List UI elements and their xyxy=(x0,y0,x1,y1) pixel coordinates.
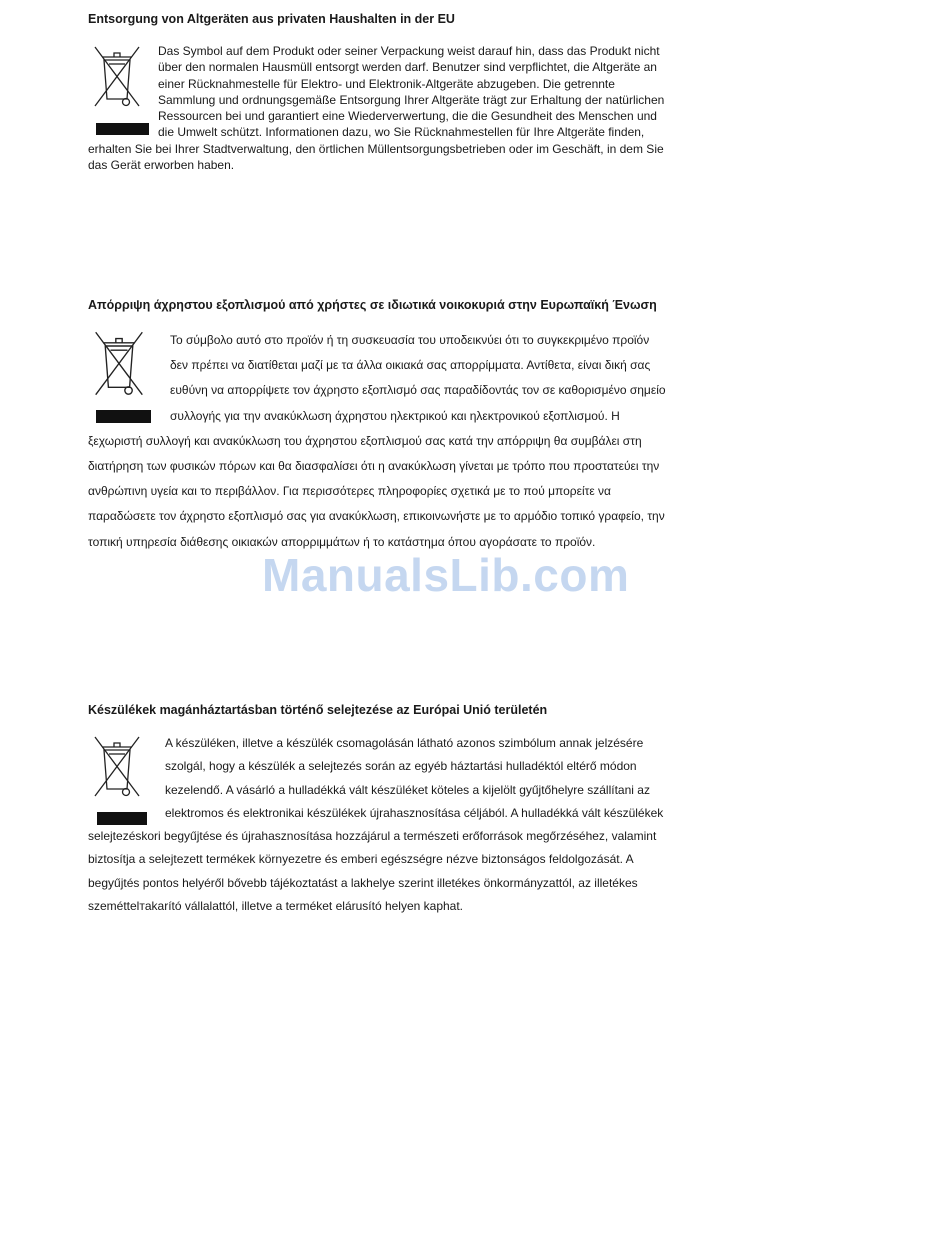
crossed-out-wheelie-bin-icon xyxy=(92,43,142,111)
section-body-german xyxy=(88,43,668,173)
section-body-greek xyxy=(88,328,668,555)
crossed-out-wheelie-bin-icon xyxy=(92,732,142,802)
section-body-hungarian xyxy=(88,732,668,918)
weee-symbol xyxy=(92,732,165,825)
weee-symbol-bar xyxy=(97,812,147,825)
section-hungarian xyxy=(88,702,668,918)
section-german xyxy=(88,10,668,173)
section-heading-greek: Απόρριψη άχρηστου εξοπλισμού από χρήστες σε ιδιωτικά νοικοκυριά στην Ευρωπαϊκή Ένωση xyxy=(88,298,657,312)
section-greek xyxy=(88,296,668,555)
weee-symbol xyxy=(92,328,170,423)
section-text-greek: Το σύμβολο αυτό στο προϊόν ή τη συσκευασία του υποδεικνύει ότι το συγκεκριμένο προϊόν δεν πρέπει να διατίθεται μαζί με τα άλλα οικιακά σας απορρίμματα. Αντίθετα, είναι δική σας ευθύνη να απορρίψετε τον άχρηστο εξοπλισμό σας παραδίδοντάς τον σε καθορισμένο σημείο συλλογής για την ανακύκλωση άχρηστου ηλεκτρικού και ηλεκτρονικού εξοπλισμού. Η ξεχωριστή συλλογή και ανακύκλωση του άχρηστου εξοπλισμού σας κατά την απόρριψη θα συμβάλει στη διατήρηση των φυσικών πόρων και θα διασφαλίσει ότι η ανακύκλωση γίνεται με τρόπο που προστατεύει την ανθρώπινη υγεία και το περιβάλλον. Για περισσότερες πληροφορίες σχετικά με το πού μπορείτε να παραδώσετε τον άχρηστο εξοπλισμό σας για ανακύκλωση, επικοινωνήστε με το αρμόδιο τοπικό γραφείο, την τοπική υπηρεσία διάθεσης οικιακών απορριμμάτων ή το κατάστημα όπου αγοράσατε το προϊόν. xyxy=(88,333,666,549)
section-heading-hungarian: Készülékek magánháztartásban történő selejtezése az Európai Unió területén xyxy=(88,703,548,717)
crossed-out-wheelie-bin-icon xyxy=(92,328,146,400)
section-heading-german: Entsorgung von Altgeräten aus privaten Haushalten in der EU xyxy=(88,12,455,26)
weee-symbol-bar xyxy=(96,410,151,423)
section-text-hungarian: A készüléken, illetve a készülék csomagolásán látható azonos szimbólum annak jelzésére szolgál, hogy a készülék a selejtezés során az egyéb háztartási hulladéktól eltérő módon kezelendő. A vásárló a hulladékká vált készüléket köteles a kijelölt gyűjtőhelyre szállítani az elektromos és elektronikai készülékek újrahasznosítása céljából. A hulladékká vált készülékek selejtezéskori begyűjtése és újrahasznosítása hozzájárul a természeti erőforrások megőrzéséhez, valamint biztosítja a selejtezett termékek környezetre és emberi egészségre nézve biztonságos feldolgozását. A begyűjtés pontos helyéről bővebb tájékoztatást a lakhelye szerint illetékes önkormányzattól, az illetékes szeméttelтakarító vállalattól, illetve a terméket elárusító helyen kaphat. xyxy=(88,736,664,914)
weee-symbol xyxy=(92,43,158,135)
section-text-german: Das Symbol auf dem Produkt oder seiner Verpackung weist darauf hin, dass das Produkt nicht über den normalen Hausmüll entsorgt werden darf. Benutzer sind verpflichtet, die Altgeräte an einer Rücknahmestelle für Elektro- und Elektronik-Altgeräte abzugeben. Die getrennte Sammlung und ordnungsgemäße Entsorgung Ihrer Altgeräte trägt zur Erhaltung der natürlichen Ressourcen bei und garantiert eine Wiederverwertung, die die Gesundheit des Menschen und die Umwelt schützt. Informationen dazu, wo Sie Rücknahmestellen für Ihre Altgeräte finden, erhalten Sie bei Ihrer Stadtverwaltung, den örtlichen Müllentsorgungsbetrieben oder im Geschäft, in dem Sie das Gerät erworben haben. xyxy=(88,44,665,173)
watermark: ManualsLib.com xyxy=(262,549,630,601)
weee-symbol-bar xyxy=(96,123,149,135)
